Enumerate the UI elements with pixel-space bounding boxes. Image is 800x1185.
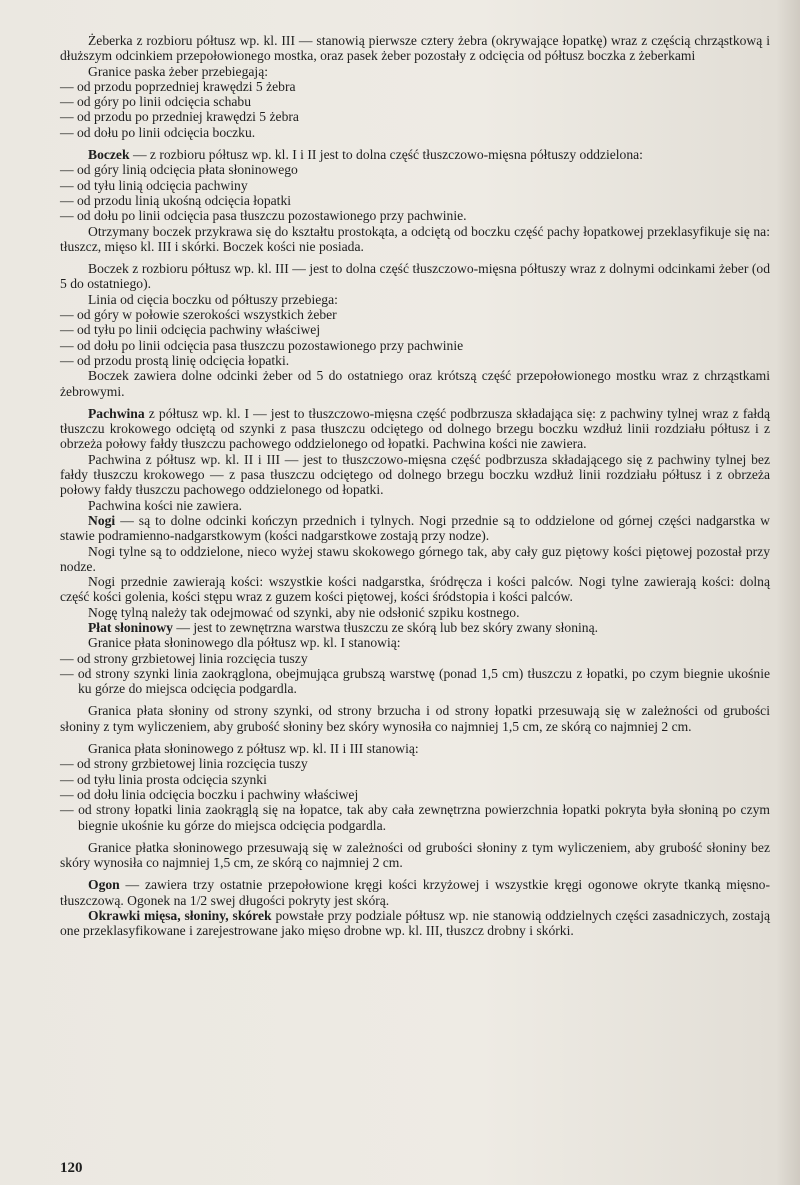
plat-term: Płat słoninowy [88, 619, 173, 635]
plat-shift: Granica płata słoniny od strony szynki, od strony brzucha i od strony łopatki przesuwają się w zależności od grubości słoniny z tym wyliczeniem, aby grubość słoniny bez skóry wynosiła co najmniej 1,5 cm, ze skórą co najmniej 2 cm. [60, 703, 770, 734]
list-item: — od tyłu linia prosta odcięcia szynki [60, 771, 267, 787]
list-item: — od przodu po przedniej krawędzi 5 żebra [60, 109, 299, 125]
list-item: — od dołu po linii odcięcia boczku. [60, 124, 256, 140]
boczek-contents: Boczek zawiera dolne odcinki żeber od 5 do ostatniego oraz krótszą część przepołowionego mostku wraz z chrząstkami żebrowymi. [60, 368, 770, 399]
okrawki-term: Okrawki mięsa, słoniny, skórek [88, 908, 272, 924]
plat-bounds-intro: Granice płata słoninowego dla półtusz wp. kl. I stanowią: [88, 635, 401, 651]
boczek-trimming: Otrzymany boczek przykrawa się do kształtu prostokąta, a odciętą od boczku część pachy łopatkowej przeklasyfikuje się na: tłuszcz, mięso kl. III i skórki. Boczek kości nie posiada. [60, 223, 770, 254]
list-item: — od przodu poprzedniej krawędzi 5 żebra [60, 78, 296, 94]
list-item: — od tyłu po linii odcięcia pachwiny właściwej [60, 322, 321, 338]
plat-bounds2-list [60, 756, 770, 832]
list-item: — od tyłu linią odcięcia pachwiny [60, 177, 248, 193]
nogi-removal: Nogę tylną należy tak odejmować od szynki, aby nie odsłonić szpiku kostnego. [88, 604, 520, 620]
pachwina-term: Pachwina [88, 405, 145, 421]
page-text [60, 33, 770, 939]
boczek-term: Boczek [88, 147, 130, 163]
nogi-bones: Nogi przednie zawierają kości: wszystkie kości nadgarstka, śródręcza i kości palców. Nogi tylne zawierają kości: dolną część kości golenia, kości stępu wraz z guzem kości piętowej, kości śródstopia i kości palców. [60, 574, 770, 605]
boczek-bounds-list [60, 162, 770, 223]
list-item: — od przodu prostą linię odcięcia łopatki. [60, 352, 290, 368]
list-item: — od dołu po linii odcięcia pasa tłuszczu pozostawionego przy pachwinie [60, 337, 464, 353]
list-item: — od dołu linia odcięcia boczku i pachwiny właściwej [60, 786, 359, 802]
list-item: — od dołu po linii odcięcia pasa tłuszczu pozostawionego przy pachwinie. [60, 208, 467, 224]
plat-definition: Płat słoninowy — jest to zewnętrzna warstwa tłuszczu ze skórą lub bez skóry zwany słoniną. [88, 619, 599, 635]
boczek-class-iii: Boczek z rozbioru półtusz wp. kl. III — jest to dolna część tłuszczowo-mięsna półtuszy wraz z dolnymi odcinkami żeber (od 5 do ostatniego). [60, 261, 770, 292]
boczek-bounds2-list [60, 307, 770, 368]
pachwina-class-ii-iii: Pachwina z półtusz wp. kl. II i III — jest to tłuszczowo-mięsna część podbrzusza składającego się z pachwiny tylnej bez fałdy tłuszczu krokowego — z pasa tłuszczu odciętego od dolnego brzegu boczku wzdłuż linii rozdziału półtusz i z obrzeża połowy fałdy tłuszczu pachowego oddzielonego od łopatki. [60, 451, 770, 498]
list-item: — od góry linią odcięcia płata słoninowego [60, 162, 298, 178]
pachwina-bones: Pachwina kości nie zawiera. [88, 497, 242, 513]
list-item: — od strony grzbietowej linia rozcięcia tuszy [60, 756, 308, 772]
zeberka-bounds-list [60, 79, 770, 140]
list-item: — od góry w połowie szerokości wszystkich żeber [60, 307, 337, 323]
ogon-definition: Ogon — zawiera trzy ostatnie przepołowione kręgi kości krzyżowej i wszystkie kręgi ogonowe okryte tkanką mięsno-tłuszczową. Ogonek na 1/2 swej długości pokryty jest skórą. [60, 877, 770, 908]
nogi-definition: Nogi — są to dolne odcinki kończyn przednich i tylnych. Nogi przednie są to oddzielone od górnej części nadgarstka w stawie podramienno-nadgarstkowym (kości nadgarstkowe zostają przy nodze). [60, 512, 770, 544]
boczek-bounds2-intro: Linia od cięcia boczku od półtuszy przebiega: [88, 291, 338, 307]
okrawki-definition: Okrawki mięsa, słoniny, skórek powstałe przy podziale półtusz wp. nie stanowią oddzielnych części zasadniczych, zostają one przeklasyfikowane i zarejestrowane jako mięso drobne wp. kl. III, tłuszcz drobny i skórki. [60, 908, 771, 939]
nogi-rear: Nogi tylne są to oddzielone, nieco wyżej stawu skokowego górnego tak, aby cały guz piętowy kości piętowej pozostał przy nodze. [60, 543, 770, 574]
plat-bounds-list [60, 651, 770, 697]
nogi-term: Nogi [88, 512, 116, 528]
list-item: — od strony łopatki linia zaokrąglą się na łopatce, tak aby cała zewnętrzna powierzchnia łopatki pokryta była słoniną po czym biegnie ukośnie ku górze do miejsca odcięcia podgardla. [60, 802, 770, 833]
list-item: — od góry po linii odcięcia schabu [60, 94, 252, 110]
list-item: — od przodu linią ukośną odcięcia łopatki [60, 192, 292, 208]
pachwina-definition: Pachwina z półtusz wp. kl. I — jest to tłuszczowo-mięsna część podbrzusza składająca się: z pachwiny tylnej wraz z fałdą tłuszczu krokowego odciętą od szynki z pasa tłuszczu odciętego od dolnego brzegu boczku wzdłuż linii rozdziału półtusz i z obrzeża połowy fałdy tłuszczu pachowego oddzielonego od łopatki. Pachwina kości nie zawiera. [60, 405, 770, 452]
zeberka-bounds-intro: Granice paska żeber przebiegają: [88, 63, 269, 79]
ogon-term: Ogon [88, 877, 120, 893]
list-item: — od strony szynki linia zaokrąglona, obejmująca grubszą warstwę (ponad 1,5 cm) tłuszczu z łopatki, po czym biegnie ukośnie ku górze do miejsca odcięcia podgardla. [60, 665, 770, 697]
plat-bounds2-intro: Granica płata słoninowego z półtusz wp. kl. II i III stanowią: [88, 741, 419, 757]
zeberka-term: Żeberka [88, 33, 133, 48]
zeberka-definition: Żeberka z rozbioru półtusz wp. kl. III — stanowią pierwsze cztery żebra (okrywające łopatkę) wraz z częścią chrząstkową i dłuższym odcinkiem przepołowionego mostka, oraz pasek żeber pozostały z odcięcia od półtusz boczka z żeberkami [60, 33, 770, 64]
page-number: 120 [60, 1160, 83, 1176]
plat-thickness: Granice płatka słoninowego przesuwają się w zależności od grubości słoniny z tym wyliczeniem, aby grubość słoniny bez skóry wynosiła co najmniej 1,5 cm, ze skórą co najmniej 2 cm. [60, 839, 770, 871]
list-item: — od strony grzbietowej linia rozcięcia tuszy [60, 650, 308, 666]
boczek-definition: Boczek — z rozbioru półtusz wp. kl. I i II jest to dolna część tłuszczowo-mięsna półtuszy oddzielona: [88, 147, 643, 163]
